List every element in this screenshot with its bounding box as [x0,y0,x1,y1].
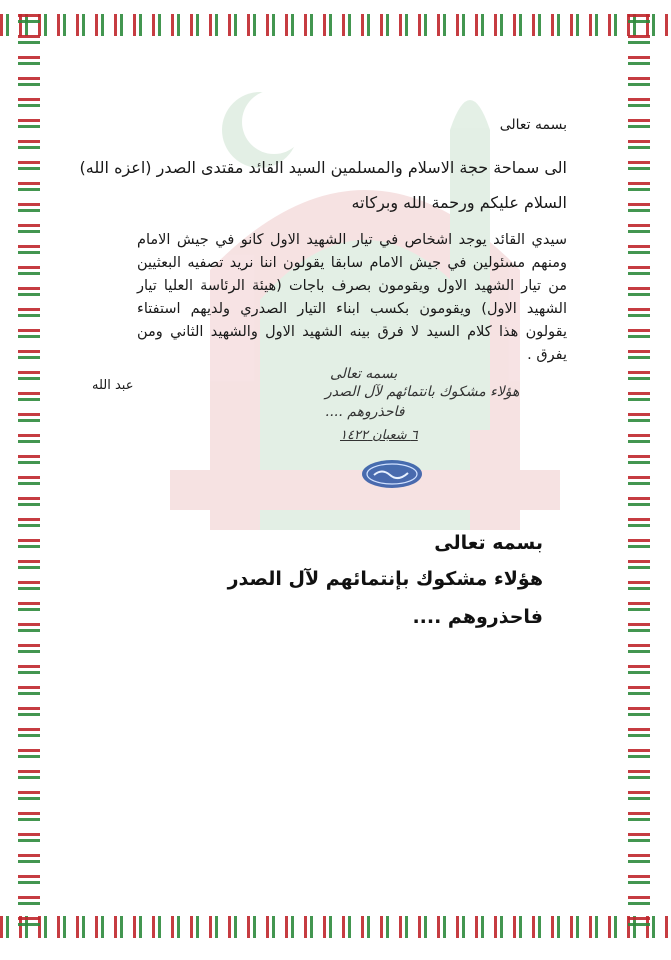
handwritten-bismillah: بسمه تعالى [330,366,398,382]
handwritten-date: ٦ شعبان ١٤٢٢ [340,428,418,443]
reply-bismillah: بسمه تعالى [434,532,543,554]
letter-address: الى سماحة حجة الاسلام والمسلمين السيد القائد مقتدى الصدر (اعزه الله) [79,158,567,177]
decorative-border-top [0,14,671,36]
handwritten-note: هؤلاء مشكوك بانتمائهم لآل الصدر [325,384,520,400]
letter-signature: عبد الله [92,378,134,393]
reply-warning: فاحذروهم .... [412,606,543,628]
decorative-border-left [18,14,40,938]
handwritten-warning: فاحذروهم .... [325,404,405,420]
decorative-border-right [628,14,650,938]
letter-body: سيدي القائد يوجد اشخاص في تيار الشهيد الاول كانو في جيش الامام ومنهم مسئولين في جيش الامام سابقا يقولون اننا نريد تصفيه البعثيين من تيار الشهيد الاول ويقومون بصرف باجات (هيئة الرئاسة العليا تيار الشهيد الاول) ويقومون بكسب ابناء التيار الصدري ولديهم استفتاء يقولون هذا كلام السيد لا فرق بينه الشهيد الاول والشهيد الثاني ومن يفرق . [137,232,567,363]
reply-statement: هؤلاء مشكوك بإنتمائهم لآل الصدر [227,568,543,590]
seal-stamp-icon [360,458,424,490]
letter-bismillah: بسمه تعالى [499,117,567,133]
decorative-border-bottom [0,916,671,938]
letter-greeting: السلام عليكم ورحمة الله وبركاته [351,193,567,212]
